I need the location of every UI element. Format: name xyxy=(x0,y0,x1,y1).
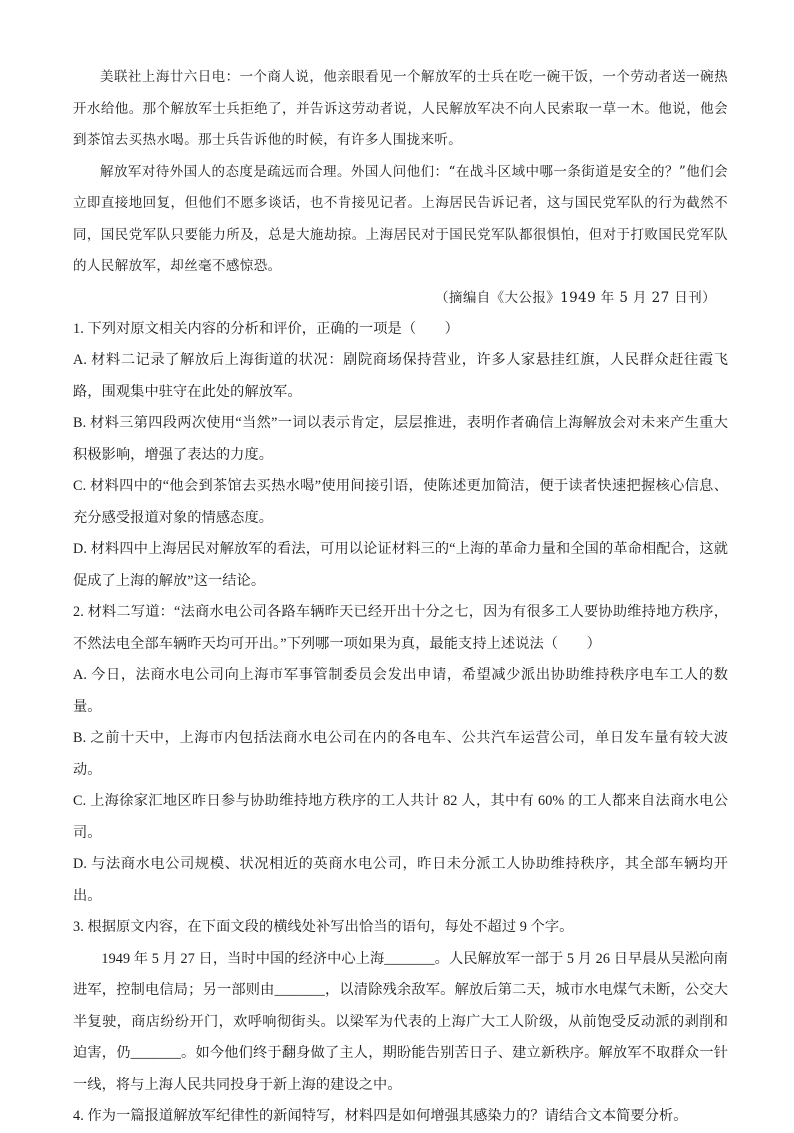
option-c: C. 材料四中的“他会到茶馆去买热水喝”使用间接引语，使陈述更加简洁，便于读者快速把握核心信息、充分感受报道对象的情感态度。 xyxy=(73,478,728,526)
option-c: C. 上海徐家汇地区昨日参与协助维持地方秩序的工人共计 82 人，其中有 60% 的工人都来自法商水电公司。 xyxy=(73,793,728,841)
article-paragraph: 美联社上海廿六日电：一个商人说，他亲眼看见一个解放军的士兵在吃一碗干饭，一个劳动者送一碗热开水给他。那个解放军士兵拒绝了，并告诉这劳动者说，人民解放军决不向人民索取一草一木。他说，他会到茶馆去买热水喝。那士兵告诉他的时候，有许多人围拢来听。 xyxy=(73,69,728,148)
option-a: A. 今日，法商水电公司向上海市军事管制委员会发出申请，希望减少派出协助维持秩序电车工人的数量。 xyxy=(73,667,728,715)
question-stem: 1. 下列对原文相关内容的分析和评价，正确的一项是（ ） xyxy=(73,320,459,337)
option-d: D. 与法商水电公司规模、状况相近的英商水电公司，昨日未分派工人协助维持秩序，其全部车辆均开出。 xyxy=(73,856,728,904)
option-b: B. 之前十天中，上海市内包括法商水电公司在内的各电车、公共汽车运营公司，单日发车量有较大波动。 xyxy=(73,730,728,778)
article-paragraph: 解放军对待外国人的态度是疏远而合理。外国人问他们：“在战斗区域中哪一条街道是安全的？”他们会立即直接地回复，但他们不愿多谈话，也不肯接见记者。上海居民告诉记者，这与国民党军队的行为截然不同，国民党军队只要能力所及，总是大施劫掠。上海居民对于国民党军队都很惧怕，但对于打败国民党军队的人民解放军，却丝毫不感惊恐。 xyxy=(73,163,728,274)
option-b: B. 材料三第四段两次使用“当然”一词以表示肯定，层层推进，表明作者确信上海解放会对未来产生重大积极影响，增强了表达的力度。 xyxy=(73,415,728,463)
question-stem: 4. 作为一篇报道解放军纪律性的新闻特写，材料四是如何增强其感染力的？请结合文本简要分析。 xyxy=(73,1108,688,1124)
option-a: A. 材料二记录了解放后上海街道的状况：剧院商场保持营业，许多人家悬挂红旗，人民群众赶往霞飞路，围观集中驻守在此处的解放军。 xyxy=(73,352,728,400)
question-1 xyxy=(73,314,728,598)
question-3 xyxy=(73,912,728,1101)
question-2 xyxy=(73,597,728,912)
option-d: D. 材料四中上海居民对解放军的看法，可用以论证材料三的“上海的革命力量和全国的革命相配合，这就促成了上海的解放”这一结论。 xyxy=(73,541,728,589)
question-stem: 2. 材料二写道：“法商水电公司各路车辆昨天已经开出十分之七，因为有很多工人要协助维持地方秩序，不然法电全部车辆昨天均可开出。”下列哪一项如果为真，最能支持上述说法（ ） xyxy=(73,604,728,652)
fill-in-passage: 1949 年 5 月 27 日，当时中国的经济中心上海_______。人民解放军一部于 5 月 26 日早晨从吴淞向南进军，控制电信局；另一部则由_______，以清除残余敌军。解放后第二天，城市水电煤气未断，公交大半复驶，商店纷纷开门，欢呼响彻街头。以梁军为代表的上海广大工人阶级，从前饱受反动派的剥削和迫害，仍_______。如今他们终于翻身做了主人，期盼能告别苦日子、建立新秩序。解放军不取群众一针一线，将与上海人民共同投身于新上海的建设之中。 xyxy=(73,950,728,1093)
exam-page xyxy=(73,62,728,1133)
question-4 xyxy=(73,1101,728,1133)
article-source: （摘编自《大公报》1949 年 5 月 27 日刊） xyxy=(435,289,716,306)
question-stem: 3. 根据原文内容，在下面文段的横线处补写出恰当的语句，每处不超过 9 个字。 xyxy=(73,919,574,935)
